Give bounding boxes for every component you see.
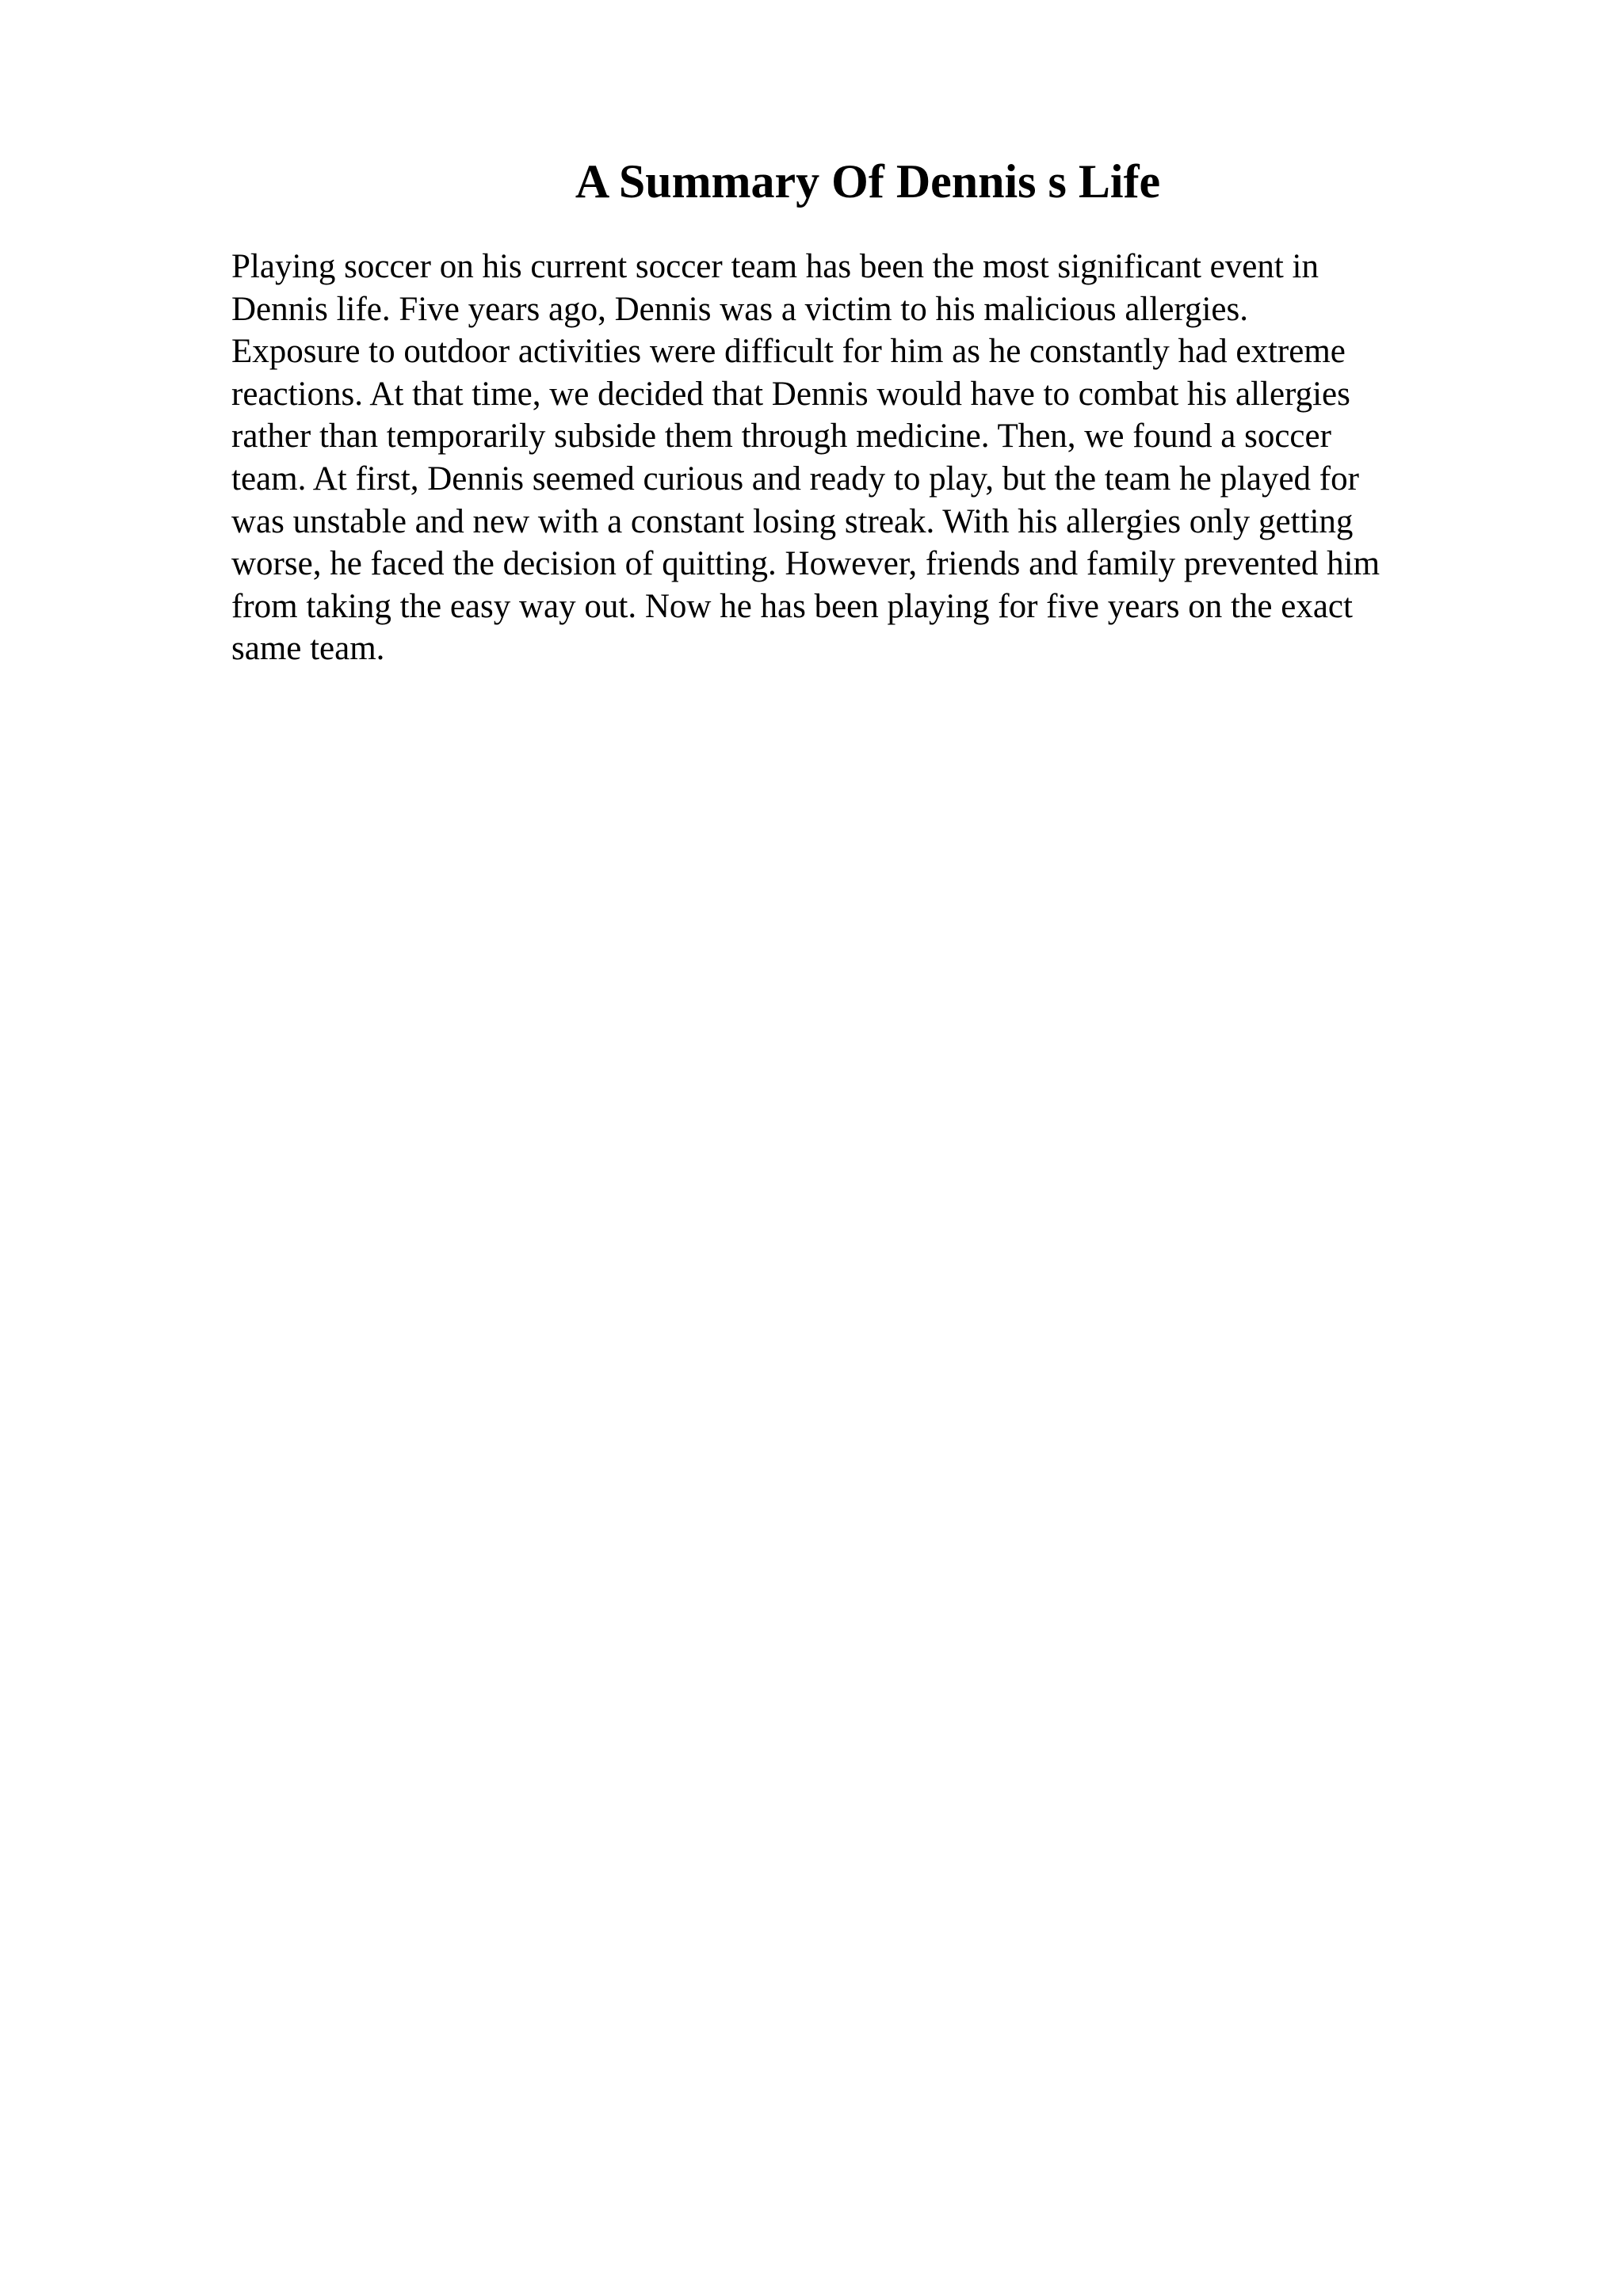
- body-line: same team.: [231, 630, 385, 668]
- body-line: team. At first, Dennis seemed curious and ready to play, but the team he played for: [231, 460, 1359, 498]
- body-line: Playing soccer on his current soccer team has been the most significant event in: [231, 248, 1319, 285]
- body-line: was unstable and new with a constant losing streak. With his allergies only getting: [231, 502, 1354, 540]
- body-line: rather than temporarily subside them through medicine. Then, we found a soccer: [231, 418, 1331, 456]
- body-line: Exposure to outdoor activities were difficult for him as he constantly had extreme: [231, 333, 1346, 371]
- document-body-paragraph: [231, 246, 1499, 670]
- document-title: A Summary Of Dennis s Life: [575, 155, 1161, 208]
- body-line: reactions. At that time, we decided that Dennis would have to combat his allergies: [231, 375, 1350, 413]
- body-line: from taking the easy way out. Now he has been playing for five years on the exact: [231, 587, 1353, 625]
- body-line: Dennis life. Five years ago, Dennis was a victim to his malicious allergies.: [231, 290, 1248, 328]
- body-line: worse, he faced the decision of quitting. However, friends and family prevented him: [231, 545, 1381, 583]
